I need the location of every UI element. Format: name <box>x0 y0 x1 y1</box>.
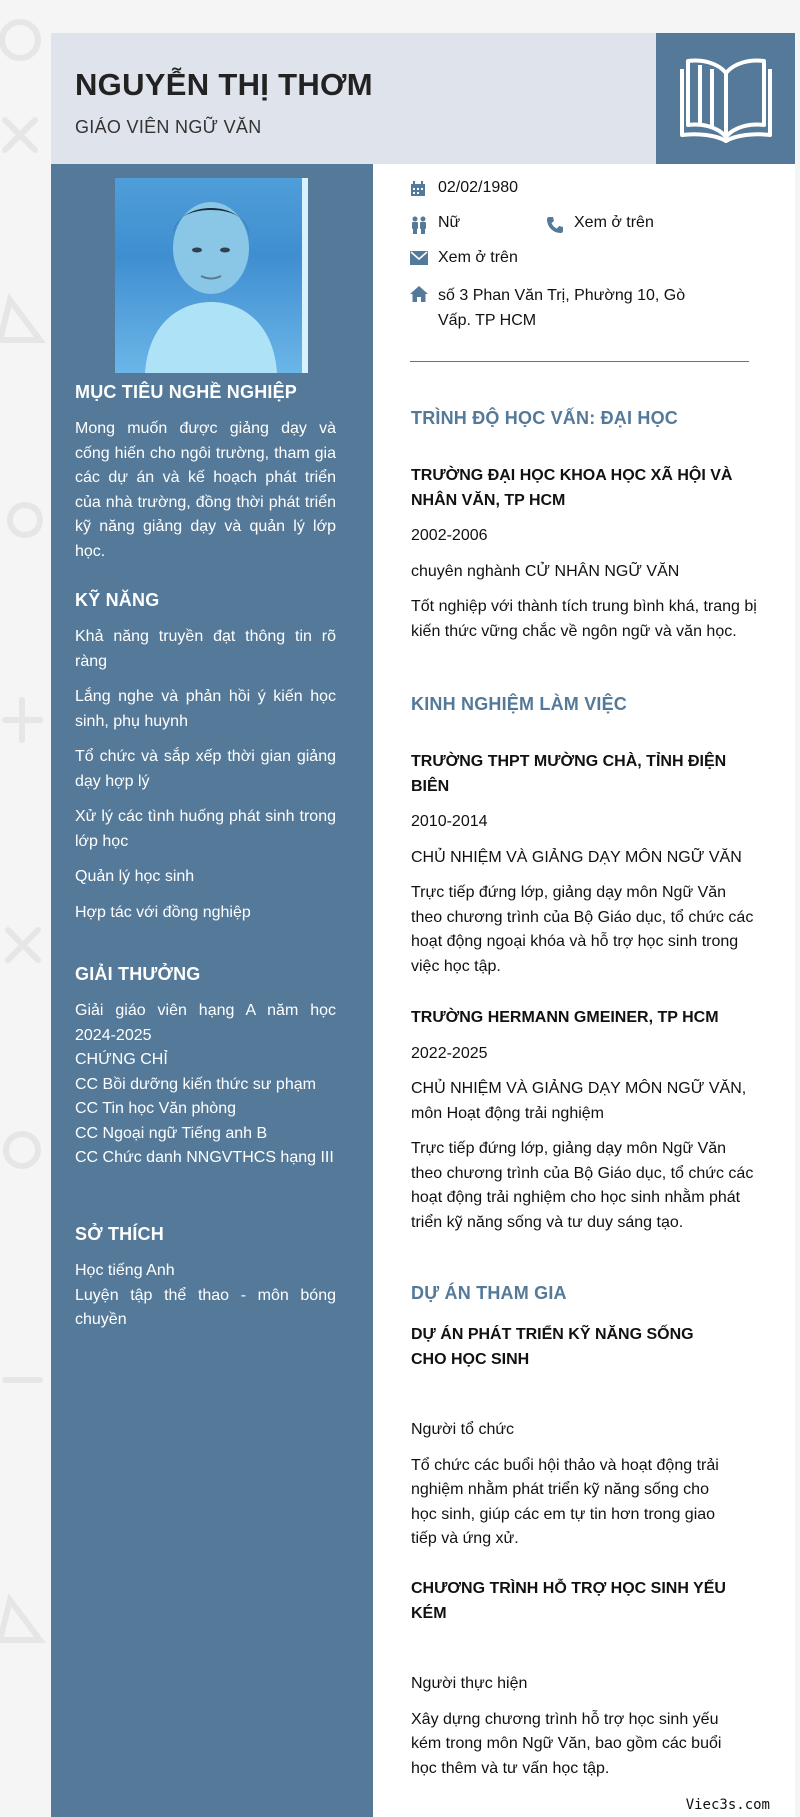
gender-row <box>410 214 460 239</box>
project-desc: Xây dựng chương trình hỗ trợ học sinh yếu kém trong môn Ngữ Văn, bao gồm các buổi học thêm và tư vấn học tập. <box>411 1710 722 1777</box>
book-logo-icon <box>656 33 795 164</box>
education-years: 2002-2006 <box>411 527 488 544</box>
address-value: số 3 Phan Văn Trị, Phường 10, Gò Vấp. TP HCM <box>438 287 686 329</box>
skills-heading: KỸ NĂNG <box>75 590 160 610</box>
projects-heading: DỰ ÁN THAM GIA <box>411 1283 567 1303</box>
gender-value: Nữ <box>438 214 461 231</box>
resume-page <box>51 33 795 1817</box>
phone-value: Xem ở trên <box>574 214 654 231</box>
education-school: TRƯỜNG ĐẠI HỌC KHOA HỌC XÃ HỘI VÀ NHÂN VĂN, TP HCM <box>411 467 733 509</box>
dob-value: 02/02/1980 <box>438 179 519 196</box>
sidebar <box>51 164 373 1817</box>
email-value: Xem ở trên <box>438 249 518 266</box>
project-desc: Tổ chức các buổi hội thảo và hoạt động trải nghiệm nhằm phát triển kỹ năng sống cho học sinh, giúp các em tự tin hơn trong giao tiếp và ứng xử. <box>411 1456 719 1547</box>
hobby-item: Luyện tập thể thao - môn bóng chuyền <box>75 1286 336 1328</box>
address-row <box>410 284 710 333</box>
experience-years: 2010-2014 <box>411 813 488 830</box>
education-major: chuyên nghành CỬ NHÂN NGỮ VĂN <box>411 562 680 580</box>
project-name: CHƯƠNG TRÌNH HỖ TRỢ HỌC SINH YẾU KÉM <box>411 1580 726 1622</box>
hobby-item: Học tiếng Anh <box>75 1262 175 1279</box>
dob-row <box>410 179 518 202</box>
objective-heading: MỤC TIÊU NGHỀ NGHIỆP <box>75 382 298 402</box>
mail-icon <box>410 249 438 270</box>
experience-role: CHỦ NHIỆM VÀ GIẢNG DẠY MÔN NGỮ VĂN <box>411 848 742 866</box>
experience-place: TRƯỜNG HERMANN GMEINER, TP HCM <box>411 1009 719 1026</box>
education-entry <box>411 464 761 644</box>
project-role: Người thực hiện <box>411 1675 528 1692</box>
project-role: Người tổ chức <box>411 1421 515 1438</box>
home-icon <box>410 284 438 311</box>
experience-entry <box>411 750 761 979</box>
header <box>51 33 656 164</box>
experience-entry <box>411 1006 761 1235</box>
experience-years: 2022-2025 <box>411 1044 488 1062</box>
project-name: DỰ ÁN PHÁT TRIỂN KỸ NĂNG SỐNG CHO HỌC SINH <box>411 1326 694 1368</box>
skill-item: Tổ chức và sắp xếp thời gian giảng dạy hợp lý <box>75 748 336 790</box>
award-item: Giải giáo viên hạng A năm học 2024-2025 <box>75 1002 336 1044</box>
profile-photo <box>115 178 308 373</box>
experience-role: CHỦ NHIỆM VÀ GIẢNG DẠY MÔN NGỮ VĂN, môn Hoạt động trải nghiệm <box>411 1080 747 1122</box>
award-item: CC Bồi dưỡng kiến thức sư phạm <box>75 1075 316 1093</box>
candidate-name: NGUYỄN THỊ THƠM <box>75 67 373 102</box>
email-row <box>410 249 518 270</box>
awards-heading: GIẢI THƯỞNG <box>75 964 201 984</box>
calendar-icon <box>410 179 438 202</box>
site-watermark: Viec3s.com <box>685 1797 770 1813</box>
award-item: CC Tin học Văn phòng <box>75 1100 236 1117</box>
divider <box>410 361 749 362</box>
phone-row <box>546 214 654 239</box>
experience-place: TRƯỜNG THPT MƯỜNG CHÀ, TỈNH ĐIỆN BIÊN <box>411 753 727 795</box>
skill-item: Khả năng truyền đạt thông tin rõ ràng <box>75 628 336 670</box>
projects-heading-block <box>411 1283 761 1304</box>
education-heading-block <box>411 408 761 429</box>
objective-text: Mong muốn được giảng dạy và cống hiến cho ngôi trường, tham gia các dự án và kế hoạch phát triển của nhà trường, đồng thời phát triển kỹ năng giảng dạy và quản lý lớp học. <box>75 420 336 560</box>
phone-icon <box>546 214 574 239</box>
hobbies-heading: SỞ THÍCH <box>75 1224 164 1244</box>
hobbies-section <box>75 1224 336 1333</box>
objective-section <box>75 382 336 564</box>
experience-desc: Trực tiếp đứng lớp, giảng dạy môn Ngữ Văn theo chương trình của Bộ Giáo dục, tổ chức các hoạt động ngoại khóa và hỗ trợ học sinh trong việc học tập. <box>411 884 754 975</box>
skill-item: Lắng nghe và phản hồi ý kiến học sinh, phụ huynh <box>75 688 336 730</box>
project-entry <box>411 1577 731 1781</box>
award-item: CHỨNG CHỈ <box>75 1051 168 1068</box>
experience-heading-block <box>411 694 761 715</box>
award-item: CC Ngoại ngữ Tiếng anh B <box>75 1124 268 1142</box>
education-heading: TRÌNH ĐỘ HỌC VẤN: ĐẠI HỌC <box>411 408 678 428</box>
skill-item: Hợp tác với đồng nghiệp <box>75 903 251 921</box>
experience-desc: Trực tiếp đứng lớp, giảng dạy môn Ngữ Văn theo chương trình của Bộ Giáo dục, tổ chức các hoạt động trải nghiệm cho học sinh nhằm phát triển kỹ năng sống và tư duy sáng tạo. <box>411 1140 754 1231</box>
experience-heading: KINH NGHIỆM LÀM VIỆC <box>411 694 628 714</box>
education-desc: Tốt nghiệp với thành tích trung bình khá, trang bị kiến thức vững chắc về ngôn ngữ và văn học. <box>411 598 757 640</box>
awards-section <box>75 964 336 1171</box>
gender-icon <box>410 214 438 239</box>
project-entry <box>411 1323 731 1552</box>
skills-section <box>75 590 336 936</box>
job-title: GIÁO VIÊN NGỮ VĂN <box>75 117 262 137</box>
skill-item: Quản lý học sinh <box>75 868 195 885</box>
award-item: CC Chức danh NNGVTHCS hạng III <box>75 1149 334 1166</box>
skill-item: Xử lý các tình huống phát sinh trong lớp học <box>75 808 336 850</box>
